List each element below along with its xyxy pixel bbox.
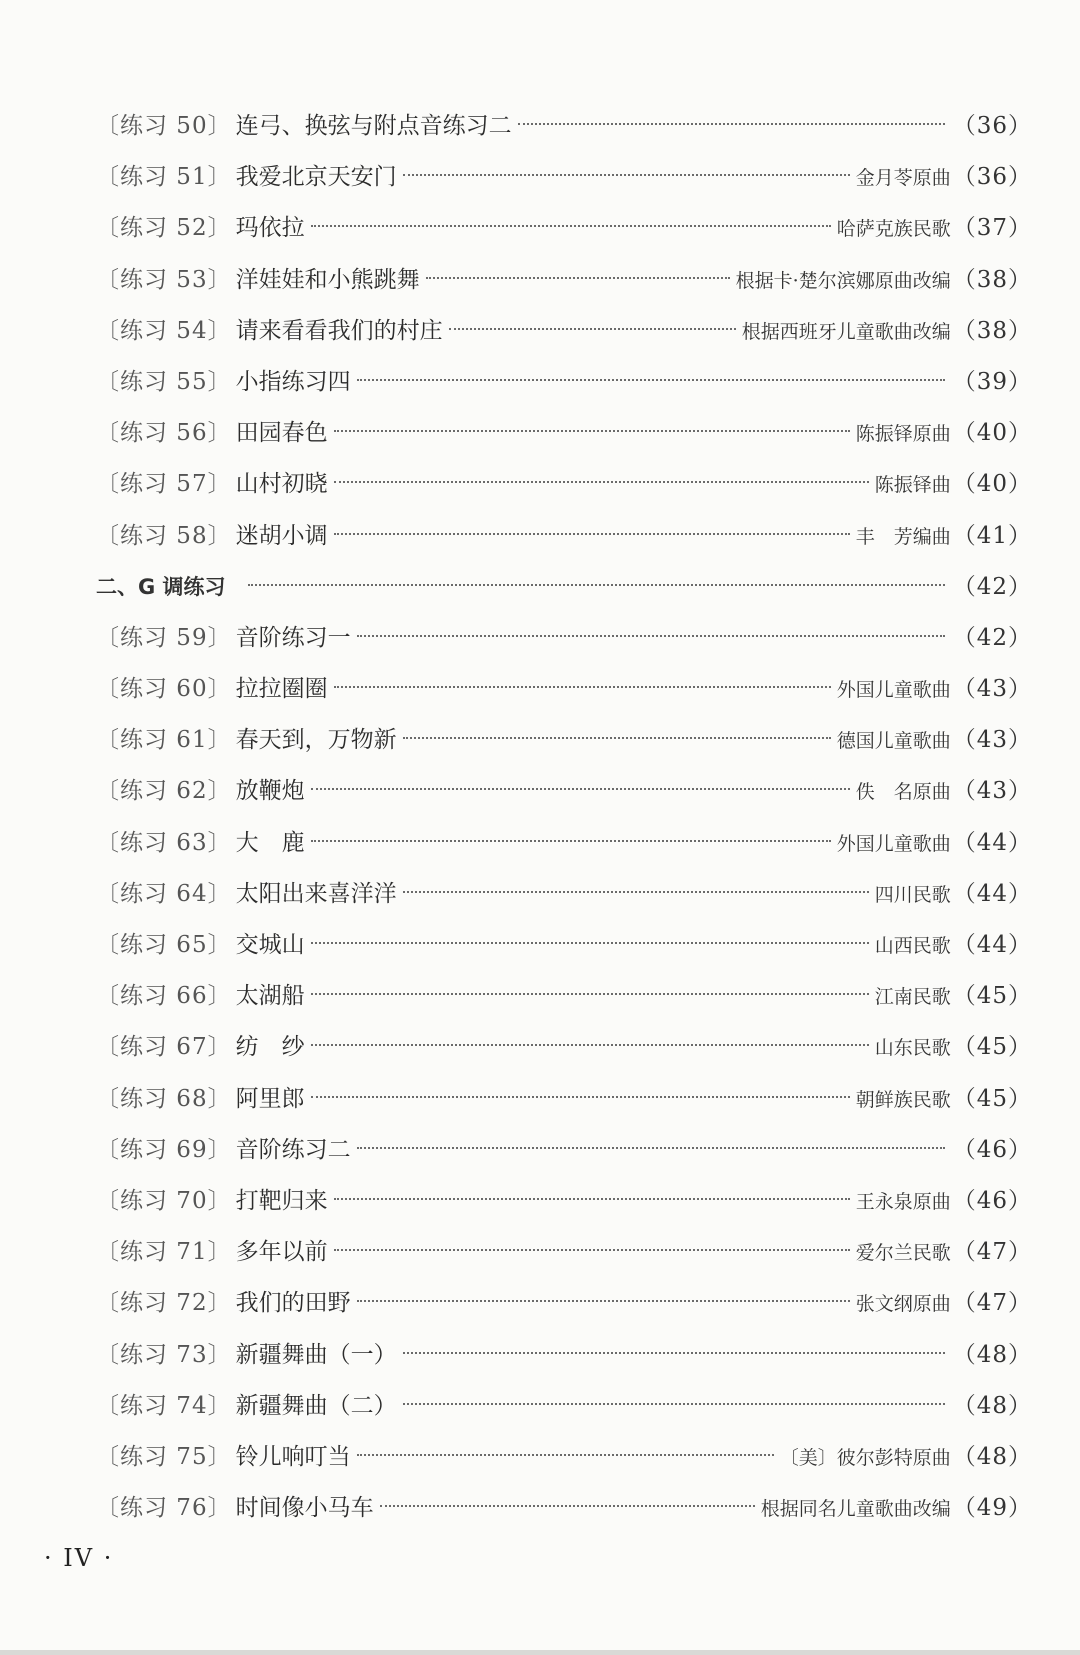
leader-dots — [449, 328, 736, 330]
entry-source: 金月苓原曲 — [855, 167, 951, 190]
exercise-number: 〔练习 53〕 — [96, 266, 232, 293]
entry-label — [96, 101, 512, 152]
leader-dots — [248, 584, 945, 586]
page-ref: （48） — [952, 1341, 1032, 1368]
page-ref: （48） — [952, 1392, 1032, 1419]
leader-dots — [311, 1096, 850, 1098]
exercise-number: 〔练习 50〕 — [96, 113, 232, 139]
page-bottom-edge — [0, 1650, 1080, 1655]
entry-label — [96, 664, 328, 715]
entry-label — [96, 1381, 397, 1432]
entry-label — [96, 459, 328, 510]
entry-label — [96, 869, 397, 920]
entry-label — [96, 357, 351, 408]
toc-entry — [96, 715, 1032, 766]
toc-entry — [96, 408, 1032, 459]
exercise-number: 〔练习 74〕 — [96, 1392, 232, 1419]
entry-source: 外国儿童歌曲 — [836, 832, 951, 855]
toc-entry — [96, 1074, 1032, 1125]
exercise-number: 〔练习 67〕 — [96, 1034, 232, 1061]
page-ref: （37） — [952, 215, 1032, 242]
entry-title: 放鞭炮 — [235, 778, 305, 805]
entry-label — [96, 306, 443, 357]
exercise-number: 〔练习 55〕 — [96, 368, 232, 395]
leader-dots — [357, 1300, 850, 1302]
leader-dots — [311, 788, 850, 790]
toc-entry — [96, 1432, 1032, 1483]
entry-label — [96, 1074, 305, 1125]
leader-dots — [403, 891, 869, 893]
entry-title: 阿里郎 — [235, 1085, 305, 1112]
entry-source: 张文纲原曲 — [855, 1293, 951, 1316]
entry-label — [96, 1330, 397, 1381]
toc-entry — [96, 306, 1032, 357]
entry-title: 春天到，万物新 — [235, 727, 397, 754]
leader-dots — [403, 1403, 945, 1405]
entry-source: 德国儿童歌曲 — [836, 730, 951, 753]
page-number: · IV · — [44, 1544, 114, 1572]
leader-dots — [311, 942, 869, 944]
page-ref: （48） — [952, 1443, 1032, 1470]
page-ref: （46） — [952, 1187, 1032, 1214]
leader-dots — [311, 225, 831, 227]
leader-dots — [518, 123, 945, 125]
entry-title: 铃儿响叮当 — [235, 1443, 351, 1470]
exercise-number: 〔练习 73〕 — [96, 1341, 232, 1368]
entry-title: 山村初晓 — [235, 471, 328, 498]
entry-label — [96, 511, 328, 562]
page-ref: （42） — [952, 573, 1032, 600]
entry-label — [96, 613, 351, 664]
entry-title: 新疆舞曲（一） — [235, 1341, 397, 1368]
page-ref: （49） — [952, 1495, 1032, 1522]
toc-entry — [96, 971, 1032, 1022]
entry-title: 迷胡小调 — [235, 522, 328, 549]
entry-title: 玛依拉 — [235, 215, 305, 242]
entry-label — [96, 1227, 328, 1278]
toc-entry — [96, 869, 1032, 920]
entry-label — [96, 255, 420, 306]
leader-dots — [357, 379, 945, 381]
entry-title: 请来看看我们的村庄 — [235, 317, 443, 344]
page-ref: （43） — [952, 778, 1032, 805]
exercise-number: 〔练习 72〕 — [96, 1290, 232, 1317]
leader-dots — [334, 533, 850, 535]
exercise-number: 〔练习 57〕 — [96, 471, 232, 498]
entry-label — [96, 1278, 351, 1329]
entry-source: 哈萨克族民歌 — [836, 218, 951, 241]
entry-label — [96, 1176, 328, 1227]
entry-source: 四川民歌 — [874, 883, 951, 906]
toc-entry — [96, 1227, 1032, 1278]
page-ref: （36） — [952, 113, 1032, 139]
entry-label — [96, 1022, 305, 1073]
exercise-number: 〔练习 60〕 — [96, 676, 232, 703]
entry-title: 音阶练习二 — [235, 1136, 351, 1163]
entry-title: 纺 纱 — [235, 1034, 305, 1061]
page-ref: （39） — [952, 368, 1032, 395]
exercise-number: 〔练习 59〕 — [96, 624, 232, 651]
toc-entry — [96, 1278, 1032, 1329]
page-ref: （45） — [952, 1085, 1032, 1112]
page-ref: （47） — [952, 1290, 1032, 1317]
entry-title: 太阳出来喜洋洋 — [235, 880, 397, 907]
entry-source: 根据西班牙儿童歌曲改编 — [741, 320, 951, 343]
toc-entry — [96, 101, 1032, 152]
entry-source: 山东民歌 — [874, 1037, 951, 1060]
page-ref: （43） — [952, 727, 1032, 754]
toc-entry — [96, 920, 1032, 971]
exercise-number: 〔练习 56〕 — [96, 420, 232, 447]
page-ref: （38） — [952, 266, 1032, 293]
entry-title: 我们的田野 — [235, 1290, 351, 1317]
page-ref: （42） — [952, 624, 1032, 651]
toc-entry — [96, 511, 1032, 562]
page-ref: （40） — [952, 471, 1032, 498]
leader-dots — [380, 1505, 755, 1507]
page-ref: （38） — [952, 317, 1032, 344]
exercise-number: 〔练习 76〕 — [96, 1495, 232, 1522]
entry-label — [96, 1483, 374, 1534]
toc-entry — [96, 1330, 1032, 1381]
entry-source: 〔美〕彼尔彭特原曲 — [779, 1446, 951, 1469]
page-ref: （36） — [952, 164, 1032, 191]
toc-entry — [96, 1022, 1032, 1073]
page-ref: （46） — [952, 1136, 1032, 1163]
toc-entry — [96, 255, 1032, 306]
exercise-number: 〔练习 70〕 — [96, 1187, 232, 1214]
entry-title: 时间像小马车 — [235, 1495, 374, 1522]
entry-source: 佚 名原曲 — [855, 781, 951, 804]
entry-title: 太湖船 — [235, 983, 305, 1010]
leader-dots — [311, 840, 831, 842]
toc-entry — [96, 1176, 1032, 1227]
exercise-number: 〔练习 69〕 — [96, 1136, 232, 1163]
entry-title: 我爱北京天安门 — [235, 164, 397, 191]
entry-title: 洋娃娃和小熊跳舞 — [235, 266, 420, 293]
toc-entry — [96, 203, 1032, 254]
leader-dots — [311, 1044, 869, 1046]
leader-dots — [357, 1454, 774, 1456]
exercise-number: 〔练习 51〕 — [96, 164, 232, 191]
toc-entry — [96, 766, 1032, 817]
entry-label — [96, 1125, 351, 1176]
page-ref: （44） — [952, 932, 1032, 958]
leader-dots — [403, 1352, 945, 1354]
section-title — [96, 562, 226, 613]
exercise-number: 〔练习 62〕 — [96, 778, 232, 805]
entry-label — [96, 766, 305, 817]
exercise-number: 〔练习 52〕 — [96, 215, 232, 242]
leader-dots — [334, 481, 869, 483]
leader-dots — [334, 430, 850, 432]
entry-title: 音阶练习一 — [235, 624, 351, 651]
leader-dots — [403, 174, 850, 176]
leader-dots — [357, 1147, 945, 1149]
exercise-number: 〔练习 65〕 — [96, 932, 232, 958]
toc-entry — [96, 818, 1032, 869]
toc-entry — [96, 459, 1032, 510]
entry-title: 多年以前 — [235, 1239, 328, 1266]
entry-title: 拉拉圈圈 — [235, 676, 328, 703]
page-ref: （43） — [952, 676, 1032, 703]
leader-dots — [357, 635, 945, 637]
toc-entry — [96, 1125, 1032, 1176]
exercise-number: 〔练习 71〕 — [96, 1239, 232, 1266]
entry-label — [96, 971, 305, 1022]
exercise-number: 〔练习 68〕 — [96, 1085, 232, 1112]
entry-label — [96, 152, 397, 203]
exercise-number: 〔练习 66〕 — [96, 983, 232, 1010]
exercise-number: 〔练习 61〕 — [96, 727, 232, 754]
entry-source: 陈振铎原曲 — [855, 423, 951, 446]
toc-entry — [96, 1483, 1032, 1534]
entry-title: 大 鹿 — [235, 829, 305, 856]
entry-source: 王永泉原曲 — [855, 1190, 951, 1213]
entry-source: 朝鲜族民歌 — [855, 1088, 951, 1111]
entry-title: 小指练习四 — [235, 368, 351, 395]
exercise-number: 〔练习 63〕 — [96, 829, 232, 856]
page-ref: （45） — [952, 1034, 1032, 1061]
toc-entry — [96, 152, 1032, 203]
entry-label — [96, 715, 397, 766]
entry-label — [96, 818, 305, 869]
entry-title: 连弓、换弦与附点音练习二 — [235, 113, 512, 139]
entry-title: 田园春色 — [235, 420, 328, 447]
entry-source: 丰 芳编曲 — [855, 525, 951, 548]
page-ref: （45） — [952, 983, 1032, 1010]
page-ref: （40） — [952, 420, 1032, 447]
leader-dots — [311, 993, 869, 995]
leader-dots — [334, 686, 831, 688]
entry-label — [96, 408, 328, 459]
exercise-number: 〔练习 54〕 — [96, 317, 232, 344]
entry-title: 交城山 — [235, 932, 305, 958]
entry-label — [96, 920, 305, 971]
entry-source: 爱尔兰民歌 — [855, 1242, 951, 1265]
entry-label — [96, 1432, 351, 1483]
entry-source: 江南民歌 — [874, 986, 951, 1009]
entry-label — [96, 203, 305, 254]
entry-source: 外国儿童歌曲 — [836, 679, 951, 702]
toc-entry — [96, 664, 1032, 715]
page-ref: （41） — [952, 522, 1032, 549]
entry-source: 陈振铎曲 — [874, 474, 951, 497]
exercise-number: 〔练习 64〕 — [96, 880, 232, 907]
toc-entry — [96, 613, 1032, 664]
table-of-contents — [96, 101, 1032, 1534]
leader-dots — [426, 277, 730, 279]
leader-dots — [334, 1198, 850, 1200]
page-ref: （44） — [952, 880, 1032, 907]
toc-entry — [96, 357, 1032, 408]
exercise-number: 〔练习 75〕 — [96, 1443, 232, 1470]
page-ref: （47） — [952, 1239, 1032, 1266]
entry-source: 山西民歌 — [874, 935, 951, 957]
toc-entry — [96, 1381, 1032, 1432]
page-ref: （44） — [952, 829, 1032, 856]
leader-dots — [334, 1249, 850, 1251]
leader-dots — [403, 737, 831, 739]
section-name: 二、G 调练习 — [96, 574, 226, 599]
entry-title: 打靶归来 — [235, 1187, 328, 1214]
entry-source: 根据同名儿童歌曲改编 — [760, 1498, 951, 1521]
exercise-number: 〔练习 58〕 — [96, 522, 232, 549]
toc-section-heading — [96, 562, 1032, 613]
entry-source: 根据卡·楚尔滨娜原曲改编 — [735, 269, 951, 292]
entry-title: 新疆舞曲（二） — [235, 1392, 397, 1419]
